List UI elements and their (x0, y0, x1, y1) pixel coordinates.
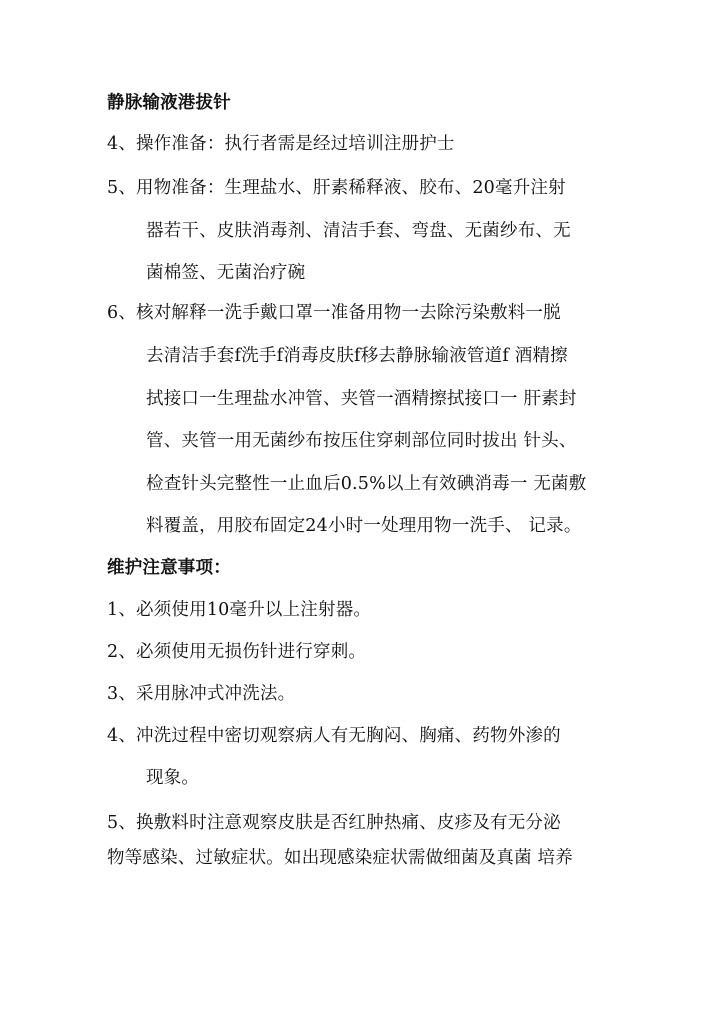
step-5-line-1: 5、用物准备：生理盐水、肝素稀释液、胶布、20毫升注射 (107, 178, 566, 198)
note-1: 1、必须使用10毫升以上注射器。 (107, 600, 372, 620)
step-6-line-6: 料覆盖，用胶布固定24小时一处理用物一洗手、 记录。 (146, 516, 582, 536)
note-5-line-2: 物等感染、过敏症状。如出现感染症状需做细菌及真菌 培养 (107, 848, 573, 868)
note-4-line-2: 现象。 (146, 768, 200, 788)
notes-heading: 维护注意事项： (107, 558, 231, 578)
step-6-line-4: 管、夹管一用无菌纱布按压住穿刺部位同时拔出 针头、 (146, 431, 577, 451)
document-title: 静脉输液港拔针 (107, 93, 231, 113)
step-6-line-1: 6、核对解释一洗手戴口罩一准备用物一去除污染敷料一脱 (107, 303, 561, 323)
note-3: 3、采用脉冲式冲洗法。 (107, 684, 296, 704)
step-5-line-3: 菌棉签、无菌治疗碗 (146, 263, 306, 283)
step-4-text: 4、操作准备：执行者需是经过培训注册护士 (107, 134, 455, 154)
step-5-line-2: 器若干、皮肤消毒剂、清洁手套、弯盘、无菌纱布、无 (146, 221, 571, 241)
note-5-line-1: 5、换敷料时注意观察皮肤是否红肿热痛、皮疹及有无分泌 (107, 813, 561, 833)
note-2: 2、必须使用无损伤针进行穿刺。 (107, 642, 367, 662)
step-6-line-3: 拭接口一生理盐水冲管、夹管一酒精擦拭接口一 肝素封 (146, 389, 577, 409)
step-6-line-5: 检查针头完整性一止血后0.5%以上有效碘消毒一 无菌敷 (146, 474, 587, 494)
note-4-line-1: 4、冲洗过程中密切观察病人有无胸闷、胸痛、药物外渗的 (107, 726, 561, 746)
step-6-line-2: 去清洁手套f洗手f消毒皮肤f移去静脉输液管道f 酒精擦 (146, 346, 568, 366)
